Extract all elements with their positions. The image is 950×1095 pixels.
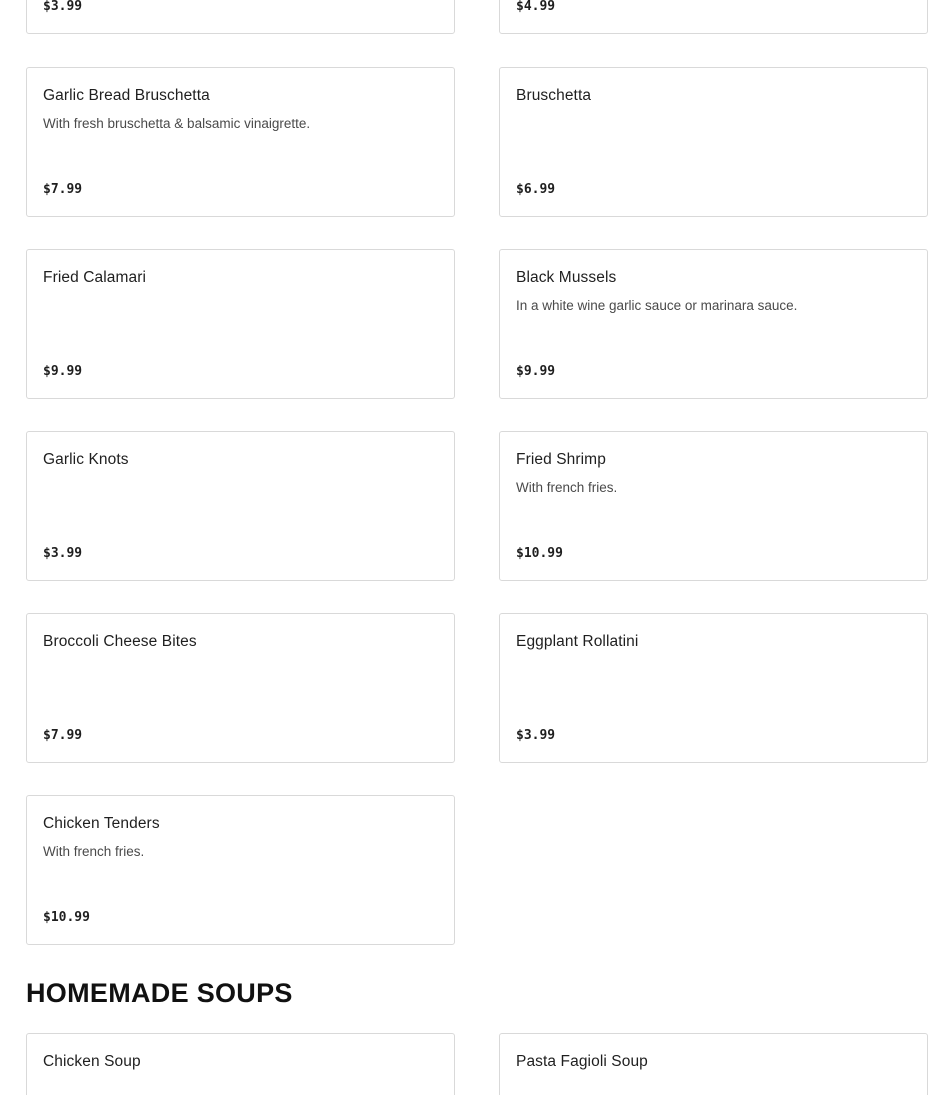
menu-item-card[interactable] — [499, 249, 928, 399]
item-price: $10.99 — [43, 910, 90, 925]
item-name: Chicken Soup — [43, 1053, 141, 1070]
item-price: $3.99 — [43, 0, 83, 14]
menu-item-card[interactable] — [26, 67, 455, 217]
menu-item-card[interactable] — [499, 67, 928, 217]
item-name: Black Mussels — [516, 269, 617, 286]
item-name: Garlic Knots — [43, 451, 129, 468]
item-name: Bruschetta — [516, 87, 592, 104]
item-price: $3.99 — [516, 728, 556, 743]
item-price: $6.99 — [516, 182, 556, 197]
menu-item-card[interactable] — [499, 431, 928, 581]
item-name: Chicken Tenders — [43, 815, 160, 832]
menu-item-card[interactable] — [26, 249, 455, 399]
menu-item-card[interactable] — [26, 795, 455, 945]
menu-item-card[interactable] — [26, 431, 455, 581]
item-name: Fried Calamari — [43, 269, 147, 286]
menu-item-card[interactable] — [499, 1033, 928, 1095]
item-price: $4.99 — [516, 0, 556, 14]
menu-item-card[interactable] — [26, 1033, 455, 1095]
item-price: $7.99 — [43, 182, 83, 197]
menu-item-card[interactable] — [499, 613, 928, 763]
item-price: $3.99 — [43, 546, 83, 561]
item-name: Broccoli Cheese Bites — [43, 633, 197, 650]
item-price: $10.99 — [516, 546, 563, 561]
item-name: Garlic Bread Bruschetta — [43, 87, 210, 104]
section-title-homemade-soups: HOMEMADE SOUPS — [26, 978, 293, 1008]
item-description: With french fries. — [43, 844, 145, 859]
item-description: In a white wine garlic sauce or marinara sauce. — [516, 298, 798, 313]
menu-item-card[interactable] — [26, 613, 455, 763]
item-description: With fresh bruschetta & balsamic vinaigrette. — [43, 116, 311, 131]
item-price: $7.99 — [43, 728, 83, 743]
item-price: $9.99 — [43, 364, 83, 379]
menu-item-card[interactable] — [26, 0, 455, 34]
item-name: Pasta Fagioli Soup — [516, 1053, 648, 1070]
menu-item-card[interactable] — [499, 0, 928, 34]
item-price: $9.99 — [516, 364, 556, 379]
item-name: Fried Shrimp — [516, 451, 606, 468]
item-name: Eggplant Rollatini — [516, 633, 639, 650]
item-description: With french fries. — [516, 480, 618, 495]
